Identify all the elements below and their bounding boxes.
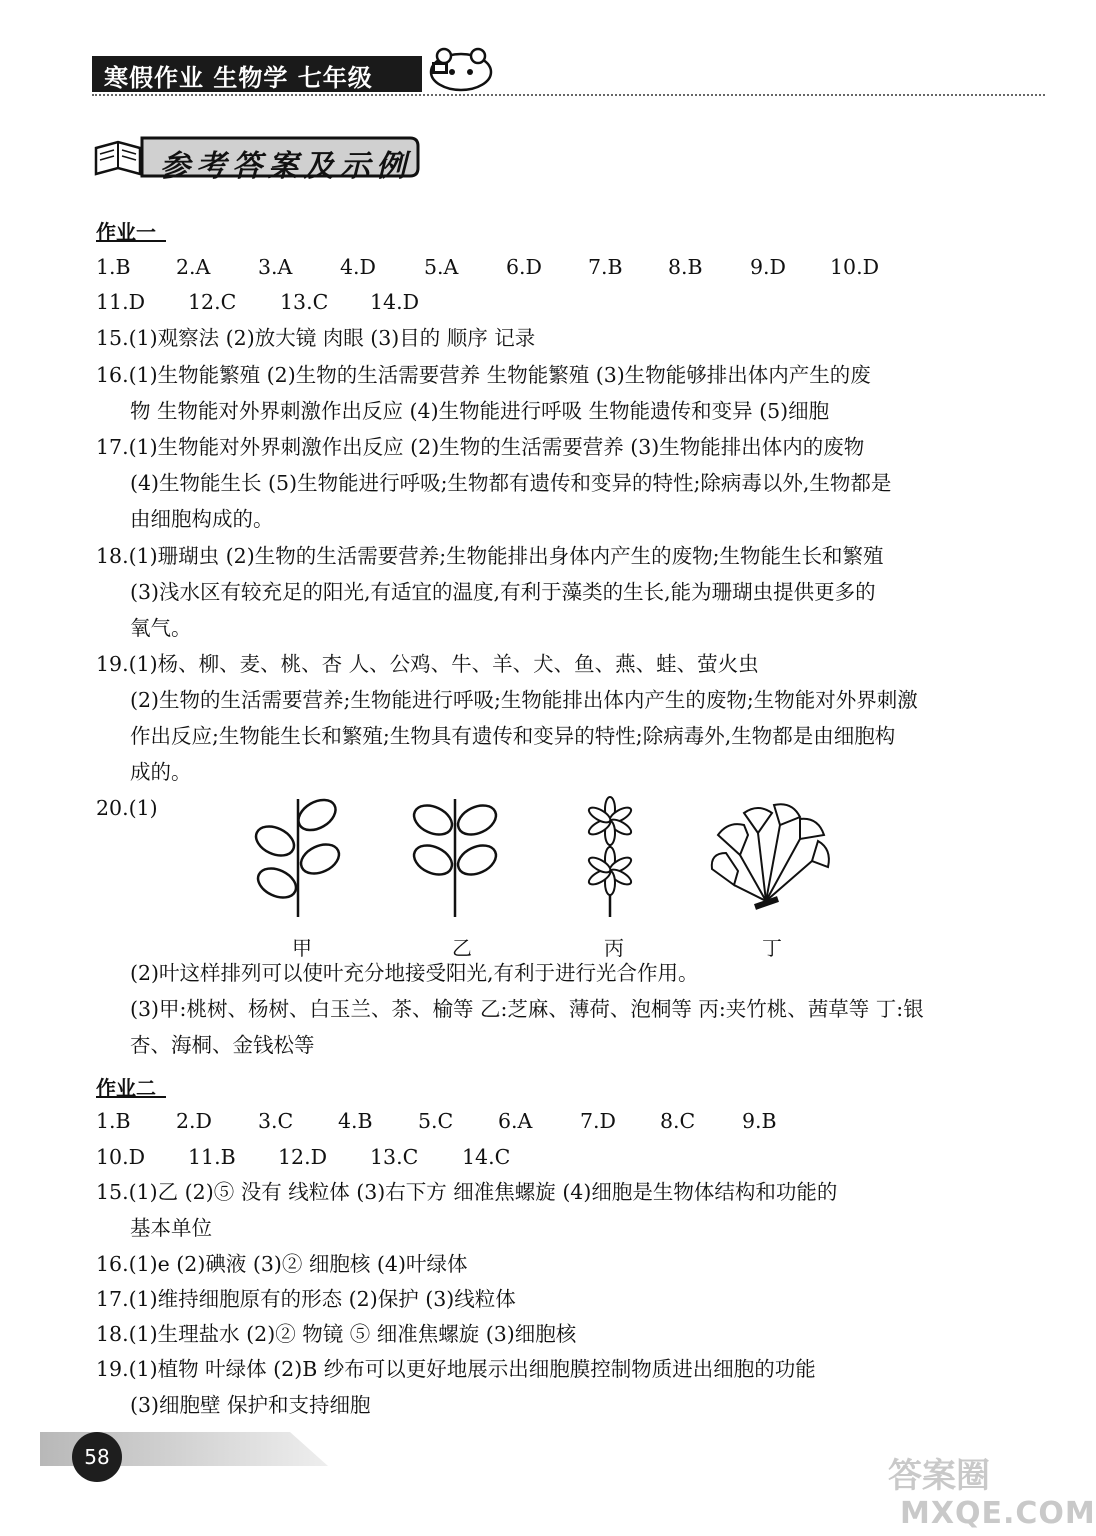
mc-answer: 6.A (498, 1109, 533, 1133)
plant-jia-illustration (250, 795, 340, 920)
mc-answer: 11.B (188, 1145, 236, 1169)
mc-answer: 13.C (280, 290, 329, 314)
answer-line: 氧气。 (130, 616, 192, 640)
answer-line: (4)生物能生长 (5)生物能进行呼吸;生物都有遗传和变异的特性;除病毒以外,生物都是 (130, 471, 892, 495)
answer-line: 18.(1)生理盐水 (2)② 物镜 ⑤ 细准焦螺旋 (3)细胞核 (96, 1322, 577, 1346)
mc-answer: 9.B (742, 1109, 777, 1133)
section-heading-hw2: 作业二 (96, 1076, 156, 1100)
answer-line: 物 生物能对外界刺激作出反应 (4)生物能进行呼吸 生物能遗传和变异 (5)细胞 (130, 399, 830, 423)
mc-answer: 9.D (750, 255, 786, 279)
mc-answer: 4.B (338, 1109, 373, 1133)
mc-answer: 2.A (176, 255, 211, 279)
mc-answer: 5.C (418, 1109, 454, 1133)
header-title: 寒假作业 生物学 七年级 (104, 64, 373, 92)
answer-line: 作出反应;生物能生长和繁殖;生物具有遗传和变异的特性;除病毒外,生物都是由细胞构 (130, 724, 896, 748)
plant-bing-illustration (570, 795, 650, 920)
answer-line: 15.(1)乙 (2)⑤ 没有 线粒体 (3)右下方 细准焦螺旋 (4)细胞是生物体结构和功能的 (96, 1180, 838, 1204)
mc-answer: 1.B (96, 255, 131, 279)
answer-line: 19.(1)杨、柳、麦、桃、杏 人、公鸡、牛、羊、犬、鱼、燕、蛙、萤火虫 (96, 652, 759, 676)
mc-answer: 1.B (96, 1109, 131, 1133)
plant-yi-illustration (405, 795, 505, 920)
mc-answer: 10.D (96, 1145, 146, 1169)
answer-line: 17.(1)生物能对外界刺激作出反应 (2)生物的生活需要营养 (3)生物能排出体内的废物 (96, 435, 865, 459)
answer-line: 16.(1)生物能繁殖 (2)生物的生活需要营养 生物能繁殖 (3)生物能够排出体内产生的废 (96, 363, 871, 387)
answer-line: 杏、海桐、金钱松等 (130, 1033, 315, 1057)
mc-answer: 12.D (278, 1145, 328, 1169)
answer-line: 20.(1) (96, 796, 158, 820)
mc-answer: 6.D (506, 255, 542, 279)
mc-answer: 2.D (176, 1109, 212, 1133)
mc-answer: 4.D (340, 255, 376, 279)
answer-line: 18.(1)珊瑚虫 (2)生物的生活需要营养;生物能排出身体内产生的废物;生物能生长和繁殖 (96, 544, 884, 568)
section-underline (96, 1096, 166, 1098)
answer-line: (3)浅水区有较充足的阳光,有适宜的温度,有利于藻类的生长,能为珊瑚虫提供更多的 (130, 580, 876, 604)
mc-answer: 12.C (188, 290, 237, 314)
mc-answer: 14.D (370, 290, 420, 314)
mc-answers-row (96, 257, 996, 281)
answer-line: 基本单位 (130, 1216, 212, 1240)
header-divider (92, 94, 1045, 96)
answer-line: 成的。 (130, 760, 192, 784)
plant-label-bing: 丙 (604, 936, 624, 960)
section-underline (96, 240, 166, 242)
plant-label-ding: 丁 (762, 936, 782, 960)
answer-line: 由细胞构成的。 (130, 507, 274, 531)
answer-line: 17.(1)维持细胞原有的形态 (2)保护 (3)线粒体 (96, 1287, 516, 1311)
mc-answers-row (96, 1111, 996, 1135)
mc-answer: 7.D (580, 1109, 616, 1133)
mc-answers-row (96, 1147, 996, 1171)
plant-label-jia: 甲 (292, 936, 312, 960)
answer-line: (2)生物的生活需要营养;生物能进行呼吸;生物能排出体内产生的废物;生物能对外界刺激 (130, 688, 918, 712)
page-number: 58 (72, 1432, 122, 1482)
mc-answer: 5.A (424, 255, 459, 279)
answer-line: (3)甲:桃树、杨树、白玉兰、茶、榆等 乙:芝麻、薄荷、泡桐等 丙:夹竹桃、茜草等 丁:银 (130, 997, 924, 1021)
watermark-site: MXQE.COM (900, 1496, 1096, 1531)
mc-answer: 14.C (462, 1145, 511, 1169)
answer-line: 19.(1)植物 叶绿体 (2)B 纱布可以更好地展示出细胞膜控制物质进出细胞的功能 (96, 1357, 816, 1381)
mc-answer: 3.A (258, 255, 293, 279)
answer-line: (2)叶这样排列可以使叶充分地接受阳光,有利于进行光合作用。 (130, 961, 699, 985)
mascot-icon (426, 44, 496, 94)
section-heading-hw1: 作业一 (96, 220, 156, 244)
mc-answer: 8.B (668, 255, 703, 279)
mc-answer: 10.D (830, 255, 880, 279)
watermark-logo: 答案圈 (888, 1456, 990, 1496)
mc-answer: 7.B (588, 255, 623, 279)
plant-label-yi: 乙 (452, 936, 472, 960)
banner-title: 参考答案及示例 (160, 149, 412, 184)
mc-answers-row (96, 292, 996, 316)
mc-answer: 3.C (258, 1109, 294, 1133)
answer-line: 16.(1)e (2)碘液 (3)② 细胞核 (4)叶绿体 (96, 1252, 468, 1276)
plant-ding-illustration (700, 795, 835, 920)
answer-line: 15.(1)观察法 (2)放大镜 肉眼 (3)目的 顺序 记录 (96, 326, 536, 350)
mc-answer: 8.C (660, 1109, 696, 1133)
mc-answer: 11.D (96, 290, 146, 314)
answer-line: (3)细胞壁 保护和支持细胞 (130, 1393, 371, 1417)
mc-answer: 13.C (370, 1145, 419, 1169)
